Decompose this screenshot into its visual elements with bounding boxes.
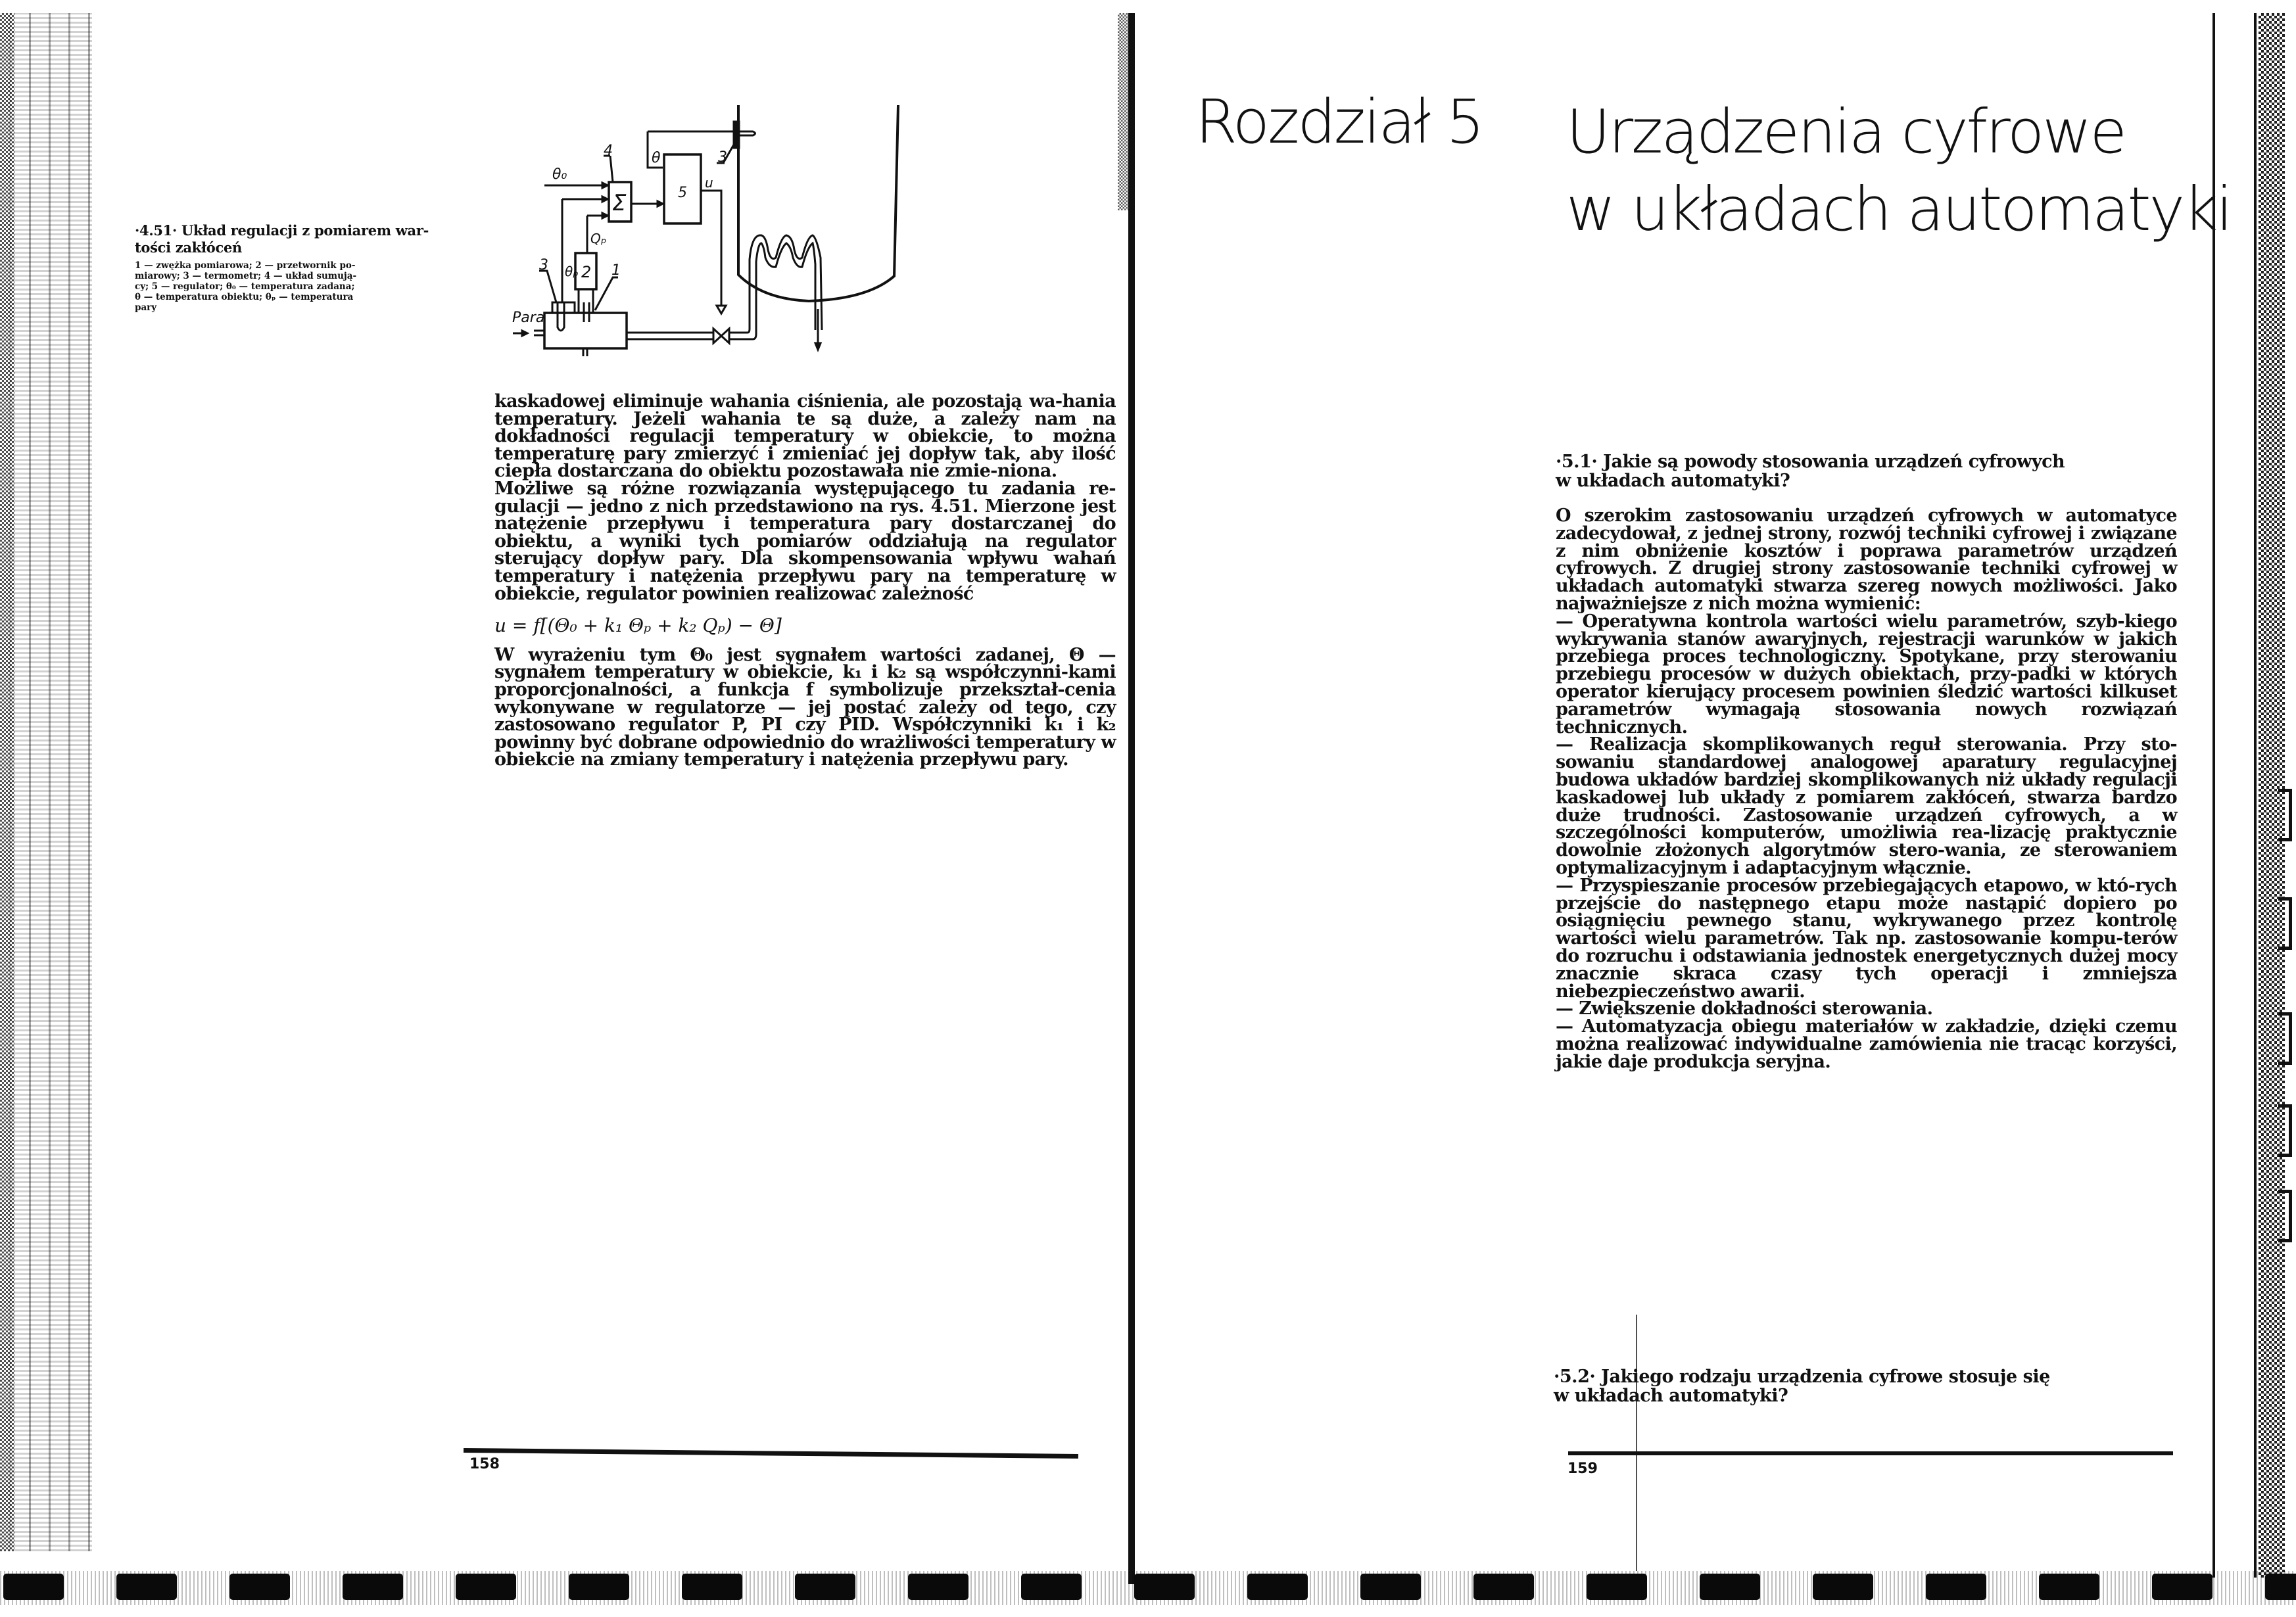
edge-bracket-mark	[2278, 897, 2292, 950]
svg-text:Qₚ: Qₚ	[590, 231, 607, 246]
caption-title-line: ·4.51· Układ regulacji z pomiarem war-	[135, 222, 429, 239]
list-item: — Zwiększenie dokładności sterowania.	[1556, 998, 1933, 1019]
film-perforation	[116, 1574, 177, 1600]
film-perforation	[1926, 1574, 1986, 1600]
legend-line: 1 — zwężka pomiarowa; 2 — przetwornik po-	[135, 260, 356, 271]
svg-text:2: 2	[581, 263, 592, 281]
chapter-title-line: Urządzenia cyfrowe	[1566, 97, 2125, 167]
list-item: — Przyspieszanie procesów przebiegających etapowo, w któ-rych przejście do następnego etapu może nastąpić dopiero po osiągnięciu pewnego stanu, wykrywanego przez kontrolę wartości wielu parametrów. Tak np. zastosowanie kompu-terów do rozruchu i odstawiania jednostek energetycznych dużej mocy znacznie skraca czasy tych operacji i zmniejsza niebezpieczeństwo awarii.	[1556, 875, 2177, 1002]
tank-outline	[738, 105, 898, 301]
control-law-formula: u = f[(Θ₀ + k₁ Θₚ + k₂ Qₚ) − Θ]	[494, 615, 782, 637]
svg-text:u: u	[705, 175, 713, 191]
caption-title-line: tości zakłóceń	[135, 239, 242, 256]
heading-line: ·5.2· Jakiego rodzaju urządzenia cyfrowe stosuje się	[1554, 1367, 2050, 1387]
film-perforation	[569, 1574, 629, 1600]
list-item: — Automatyzacja obiegu materiałów w zakładzie, dzięki czemu można realizować indywidualne zamówienia nie tracąc korzyści, jakie daje produkcja seryjna.	[1556, 1016, 2177, 1072]
left-page-body	[494, 393, 1116, 769]
list-item: — Realizacja skomplikowanych reguł sterowania. Przy sto-sowaniu standardowej analogowej aparatury regulacyjnej budowa układów bardziej skomplikowanych niż układy regulacji kaskadowej lub układy z pomiarem zakłóceń, stwarza bardzo duże trudności. Zastosowanie urządzeń cyfrowych, a w szczególności komputerów, umożliwia rea-lizację praktycznie dowolnie złożonych algorytmów stero-wania, ze sterowaniem optymalizacyjnym i adaptacyjnym włącznie.	[1556, 734, 2177, 878]
film-perforation	[1473, 1574, 1534, 1600]
footer-rule	[1568, 1451, 2173, 1455]
legend-line: cy; 5 — regulator; θ₀ — temperatura zadana;	[135, 281, 355, 292]
figure-caption-title	[135, 222, 490, 256]
film-perforation	[2152, 1574, 2212, 1600]
film-perforation	[1360, 1574, 1421, 1600]
legend-line: pary	[135, 302, 157, 313]
page-number-left: 158	[469, 1456, 500, 1472]
edge-bracket-mark	[2278, 1104, 2292, 1157]
svg-text:3: 3	[539, 257, 548, 273]
chapter-label: Rozdział 5	[1195, 87, 1483, 157]
film-perforation	[2039, 1574, 2099, 1600]
film-perforation	[1247, 1574, 1308, 1600]
page-number-right: 159	[1567, 1461, 1598, 1477]
film-perforation	[456, 1574, 516, 1600]
svg-text:Σ: Σ	[612, 190, 627, 216]
svg-text:5: 5	[678, 185, 687, 201]
film-perforation	[1587, 1574, 1647, 1600]
film-perforation	[1700, 1574, 1760, 1600]
svg-text:3: 3	[718, 149, 727, 166]
body-paragraph: Możliwe są różne rozwiązania występującego tu zadania re-gulacji — jedno z nich przedstawiono na rys. 4.51. Mierzone jest natężenie przepływu i temperatura pary dostarczanej do obiektu, a wyniki tych pomiarów oddziałują na regulator sterujący dopływ pary. Dla skompensowania wpływu wahań temperatury i natężenia przepływu pary na temperaturę w obiekcie, regulator powinien realizować zależność	[494, 478, 1116, 604]
svg-text:1: 1	[611, 262, 621, 279]
film-perforation	[1021, 1574, 1082, 1600]
right-page-body	[1556, 507, 2177, 1071]
control-system-diagram	[500, 85, 1144, 375]
svg-text:θ: θ	[652, 150, 661, 166]
scan-fold-line	[1636, 1315, 1637, 1571]
body-paragraph: O szerokim zastosowaniu urządzeń cyfrowych w automatyce zadecydował, z jednej strony, rozwój techniki cyfrowej i związane z nim obniżenie kosztów i poprawa parametrów urządzeń cyfrowych. Z drugiej strony zastosowanie techniki cyfrowej w układach automatyki stwarza szereg nowych możliwości. Jako najważniejsze z nich można wymienić:	[1556, 505, 2177, 614]
edge-bracket-mark	[2278, 1190, 2292, 1242]
svg-text:θₚ: θₚ	[565, 264, 579, 279]
edge-line	[2254, 13, 2257, 1578]
film-perforation	[343, 1574, 403, 1600]
section-heading-5-1	[1556, 452, 2167, 490]
chapter-title	[1566, 93, 2231, 248]
label-theta0: θ₀	[552, 166, 567, 183]
legend-line: miarowy; 3 — termometr; 4 — układ sumują-	[135, 271, 357, 281]
heading-line: w układach automatyki?	[1556, 471, 1790, 491]
edge-bracket-mark	[2278, 789, 2292, 841]
film-perforation	[795, 1574, 855, 1600]
body-paragraph: kaskadowej eliminuje wahania ciśnienia, ale pozostają wa-hania temperatury. Jeżeli wahania te są duże, a zależy nam na dokładności regulacji temperatury w obiekcie, to można temperaturę pary zmierzyć i zmieniać jej dopływ tak, aby ilość ciepła dostarczana do obiektu pozostawała nie zmie-niona.	[494, 391, 1116, 482]
heading-line: ·5.1· Jakie są powody stosowania urządzeń cyfrowych	[1556, 452, 2065, 472]
film-perforation	[1134, 1574, 1195, 1600]
film-perforation	[908, 1574, 969, 1600]
edge-bracket-mark	[2278, 1012, 2292, 1065]
film-perforation	[682, 1574, 742, 1600]
heading-line: w układach automatyki?	[1554, 1386, 1788, 1406]
svg-text:4: 4	[604, 143, 613, 159]
legend-line: θ — temperatura obiektu; θₚ — temperatura	[135, 292, 354, 302]
section-heading-5-2	[1554, 1367, 2165, 1405]
film-perforation	[3, 1574, 64, 1600]
figure-caption	[135, 222, 490, 313]
film-perforation	[1813, 1574, 1873, 1600]
footer-rule	[464, 1448, 1078, 1459]
svg-text:Para: Para	[512, 310, 545, 326]
body-paragraph: W wyrażeniu tym Θ₀ jest sygnałem wartości zadanej, Θ — sygnałem temperatury w obiekcie, k₁ i k₂ są współczynni-kami proporcjonalności, a funkcja f symbolizuje przekształ-cenia wykonywane w regulatorze — jej postać zależy od tego, czy zastosowano regulator P, PI czy PID. Współczynniki k₁ i k₂ powinny być dobrane odpowiednio do wrażliwości temperatury w obiekcie na zmiany temperatury i natężenia przepływu pary.	[494, 644, 1116, 770]
figure-legend	[135, 260, 490, 313]
scan-left-edge-noise	[0, 13, 92, 1551]
film-perforation	[2265, 1574, 2296, 1600]
chapter-title-line: w układach automatyki	[1566, 174, 2231, 245]
list-item: — Operatywna kontrola wartości wielu parametrów, szyb-kiego wykrywania stanów awaryjnych, rejestracji warunków w jakich przebiega proces technologiczny. Spotykane, przy sterowaniu przebiegu procesów w dużych obiektach, przy-padki w których operator kierujący procesem powinien śledzić wartości kilkuset parametrów wymagają stosowania nowych rozwiązań technicznych.	[1556, 611, 2177, 738]
film-perforation	[229, 1574, 290, 1600]
